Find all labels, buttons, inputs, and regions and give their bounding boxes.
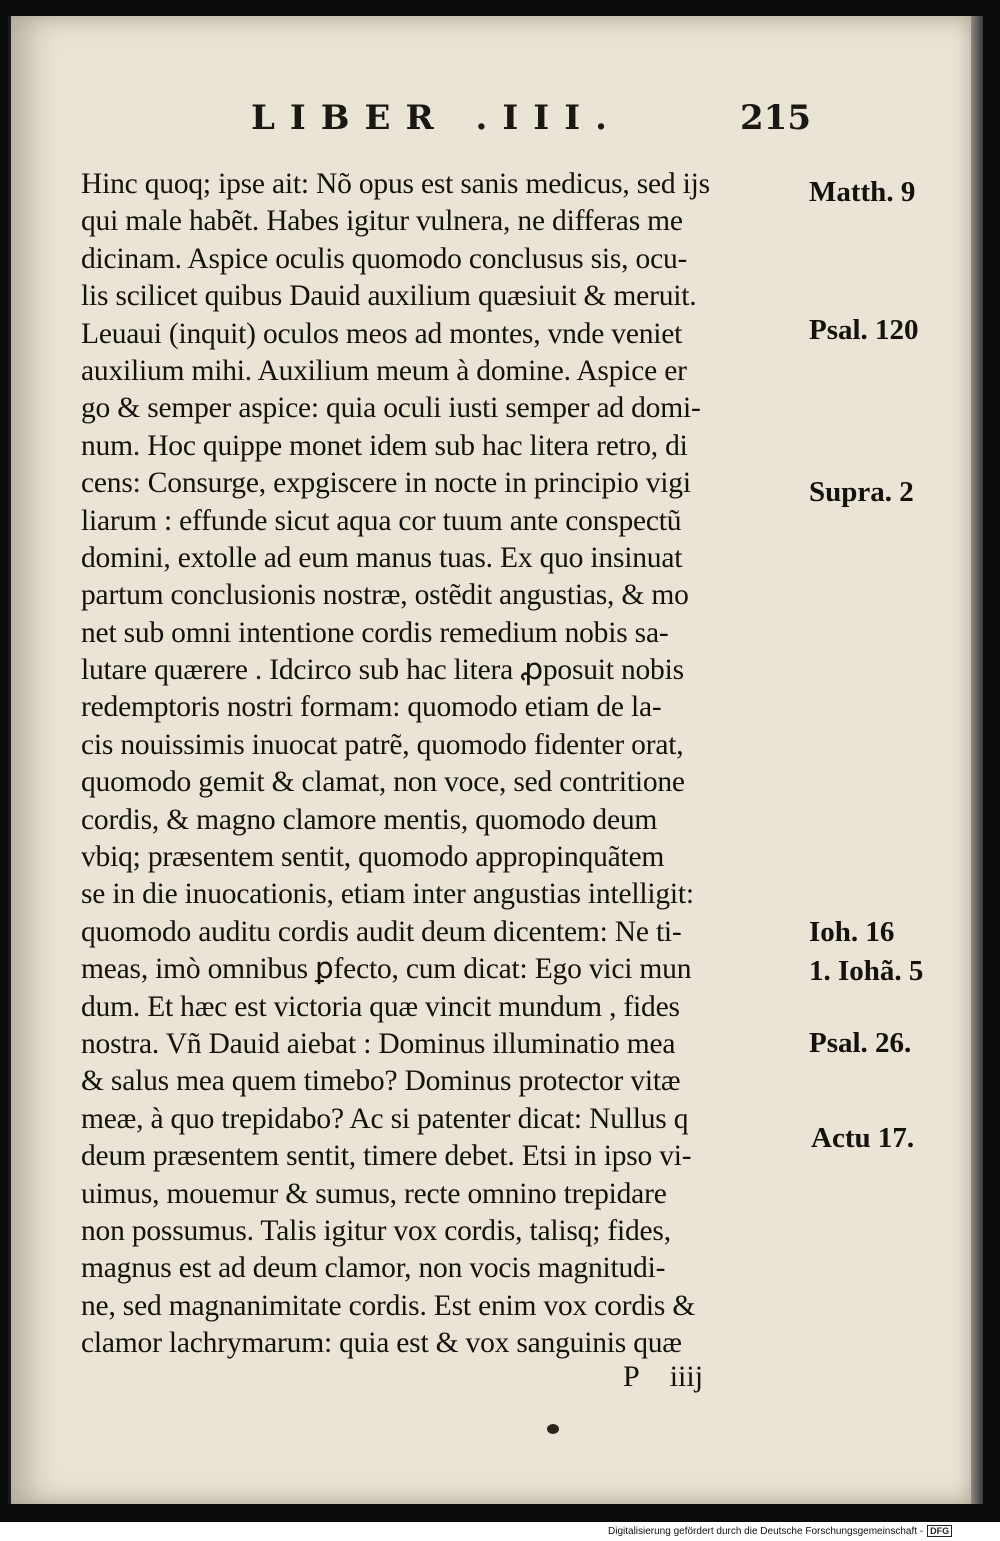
text-line: cens: Consurge, expgiscere in nocte in principio vigi	[81, 467, 691, 500]
text-line: deum præsentem sentit, timere debet. Etsi in ipso vi-	[81, 1140, 692, 1173]
page-number: 215	[740, 98, 811, 138]
text-line: cis nouissimis inuocat patrẽ, quomodo fidenter orat,	[81, 728, 684, 761]
text-line: meæ, à quo trepidabo? Ac si patenter dicat: Nullus q	[81, 1102, 689, 1135]
footer-credit	[608, 1525, 952, 1537]
signature-number: iiij	[669, 1360, 704, 1393]
text-line: lutare quærere . Idcirco sub hac litera ꝓposuit nobis	[81, 654, 684, 687]
signature-mark	[623, 1360, 703, 1394]
text-line: domini, extolle ad eum manus tuas. Ex quo insinuat	[81, 541, 683, 574]
text-line: dum. Et hæc est victoria quæ vincit mundum , fides	[81, 990, 680, 1023]
book-page	[8, 16, 971, 1504]
text-line: auxilium mihi. Auxilium meum à domine. Aspice er	[81, 354, 687, 387]
text-line: uimus, mouemur & sumus, recte omnino trepidare	[81, 1177, 667, 1210]
text-line: non possumus. Talis igitur vox cordis, talisq; fides,	[81, 1214, 671, 1247]
margin-note-supra: Supra. 2	[809, 476, 914, 508]
margin-note-matth: Matth. 9	[809, 176, 916, 208]
text-line: se in die inuocationis, etiam inter angustias intelligit:	[81, 878, 694, 911]
running-head	[251, 98, 811, 138]
text-line: quomodo auditu cordis audit deum dicentem: Ne ti-	[81, 915, 682, 948]
margin-note-iohan-16: Ioh. 16	[809, 916, 895, 948]
text-line: dicinam. Aspice oculis quomodo conclusus sis, ocu-	[81, 242, 688, 275]
text-line: Hinc quoq; ipse ait: Nõ opus est sanis medicus, sed ijs	[81, 168, 710, 200]
text-line: magnus est ad deum clamor, non vocis magnitudi-	[81, 1252, 666, 1285]
text-line: cordis, & magno clamore mentis, quomodo deum	[81, 803, 658, 836]
running-title: LIBER .III.	[251, 98, 622, 138]
text-line: partum conclusionis nostræ, ostẽdit angustias, & mo	[81, 579, 689, 612]
dfg-logo[interactable]: DFG	[927, 1525, 952, 1537]
text-line: qui male habẽt. Habes igitur vulnera, ne differas me	[81, 205, 683, 238]
text-line: nostra. Vñ Dauid aiebat : Dominus illuminatio mea	[81, 1027, 676, 1060]
ink-spot	[547, 1424, 559, 1434]
text-line: meas, imò omnibus ꝑfecto, cum dicat: Ego vici mun	[81, 953, 692, 986]
text-line: vbiq; præsentem sentit, quomodo appropinquãtem	[81, 841, 665, 874]
text-line: Leuaui (inquit) oculos meos ad montes, vnde veniet	[81, 317, 683, 350]
text-line: num. Hoc quippe monet idem sub hac litera retro, di	[81, 429, 688, 462]
margin-note-psal-120: Psal. 120	[809, 314, 919, 346]
body-text	[81, 166, 806, 1363]
margin-note-iohan-5: 1. Iohã. 5	[809, 955, 924, 987]
text-line: clamor lachrymarum: quia est & vox sanguinis quæ	[81, 1327, 682, 1360]
signature-letter: P	[623, 1360, 640, 1393]
text-line: net sub omni intentione cordis remedium nobis sa-	[81, 616, 669, 649]
text-line: & salus mea quem timebo? Dominus protector vitæ	[81, 1065, 681, 1098]
text-line: liarum : effunde sicut aqua cor tuum ante conspectũ	[81, 504, 682, 537]
margin-note-actu: Actu 17.	[811, 1122, 915, 1154]
text-line: go & semper aspice: quia oculi iusti semper ad domi-	[81, 392, 701, 425]
margin-note-psal-26: Psal. 26.	[809, 1027, 912, 1059]
footer-credit-text: Digitalisierung gefördert durch die Deutsche Forschungsgemeinschaft -	[608, 1526, 924, 1537]
text-line: ne, sed magnanimitate cordis. Est enim vox cordis &	[81, 1289, 696, 1322]
text-line: quomodo gemit & clamat, non voce, sed contritione	[81, 766, 685, 799]
text-line: redemptoris nostri formam: quomodo etiam de la-	[81, 691, 662, 724]
text-line: lis scilicet quibus Dauid auxilium quæsiuit & meruit.	[81, 280, 697, 313]
